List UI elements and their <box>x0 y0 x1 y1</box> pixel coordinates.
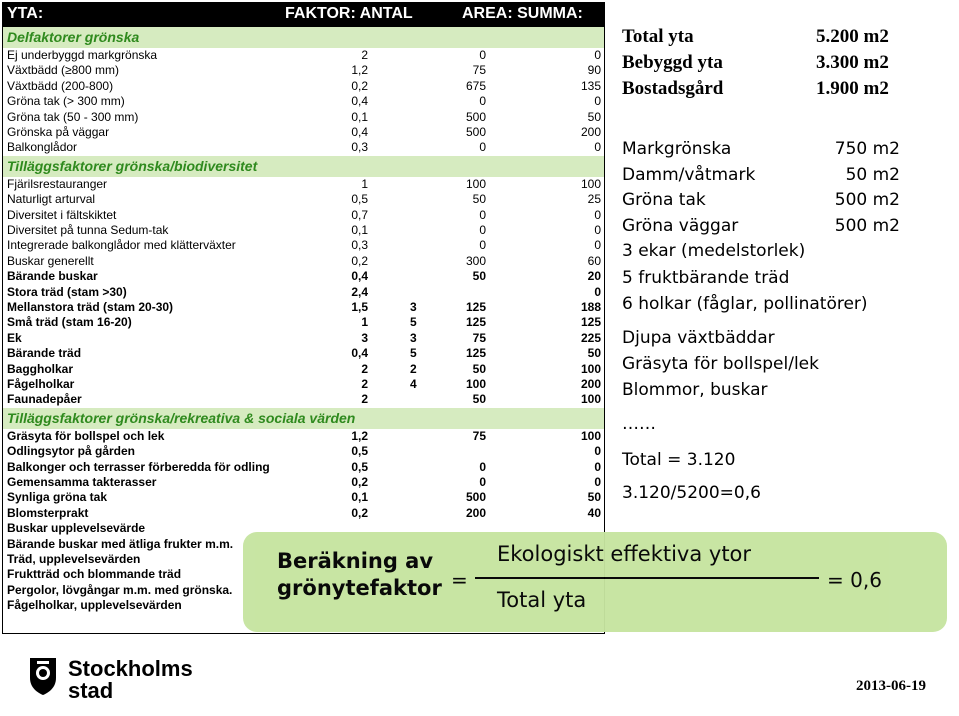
green-item-value: 50 m2 <box>845 165 900 185</box>
row-label: Blomsterprakt <box>7 505 89 520</box>
logo-line1: Stockholms <box>68 656 193 681</box>
sheet-header <box>3 3 604 27</box>
sum-cell: 225 <box>580 330 601 345</box>
row-label: Fruktträd och blommande träd <box>7 567 182 582</box>
factor-cell: 3 <box>361 330 368 345</box>
factor-cell: 0,2 <box>351 78 368 93</box>
sum-cell: 100 <box>580 176 601 191</box>
sum-cell: 25 <box>587 192 601 207</box>
sum-cell: 188 <box>580 300 601 314</box>
table-row <box>3 140 604 155</box>
sum-cell: 0 <box>594 140 601 155</box>
factor-cell: 1 <box>361 176 368 191</box>
area-cell: 0 <box>479 223 486 237</box>
row-label: Balkonger och terrasser förberedda för odling <box>7 459 270 474</box>
extra-item: 6 holkar (fåglar, pollinatörer) <box>622 294 868 314</box>
table-row <box>3 238 604 253</box>
sum-cell: 200 <box>580 125 601 139</box>
extra-item: Blommor, buskar <box>622 380 768 400</box>
area-cell: 50 <box>472 392 486 407</box>
sum-cell: 0 <box>594 207 601 222</box>
table-row <box>3 110 604 125</box>
row-label: Ek <box>7 330 22 345</box>
sum-cell: 0 <box>594 238 601 253</box>
row-label: Baggholkar <box>7 361 74 376</box>
built-area-value: 3.300 m2 <box>816 52 889 73</box>
area-cell: 125 <box>465 300 486 314</box>
table-row <box>3 208 604 223</box>
green-item-value: 500 m2 <box>834 190 900 210</box>
factor-cell: 2 <box>361 48 368 62</box>
count-cell: 5 <box>410 346 417 361</box>
count-cell: 2 <box>410 361 417 376</box>
formula-callout <box>243 532 947 632</box>
extra-item: 5 fruktbärande träd <box>622 268 790 288</box>
table-row <box>3 285 604 300</box>
factor-cell: 0,5 <box>351 192 368 207</box>
area-cell: 75 <box>472 63 486 78</box>
factor-cell: 0,2 <box>351 505 368 520</box>
table-row <box>3 460 604 475</box>
table-row <box>3 48 604 63</box>
sum-cell: 0 <box>594 444 601 459</box>
sum-cell: 40 <box>587 505 601 520</box>
green-item-label: Gröna tak <box>622 190 706 210</box>
logo-line2: stad <box>68 678 114 703</box>
factor-cell: 0,5 <box>351 444 368 459</box>
factor-cell: 0,4 <box>351 346 368 361</box>
sum-cell: 0 <box>594 475 601 489</box>
area-cell: 50 <box>472 269 486 284</box>
factor-cell: 2 <box>361 377 368 391</box>
table-row <box>3 125 604 140</box>
table-row <box>3 63 604 78</box>
category-label: Tilläggsfaktorer grönska/rekreativa & sociala värden <box>7 409 356 426</box>
table-row <box>3 475 604 490</box>
row-label: Växtbädd (≥800 mm) <box>7 63 119 78</box>
formula-numerator: Ekologiskt effektiva ytor <box>497 542 752 566</box>
crest-icon <box>28 656 58 696</box>
row-label: Integrerade balkonglådor med klätterväxter <box>7 238 236 253</box>
area-cell: 100 <box>465 176 486 191</box>
row-label: Mellanstora träd (stam 20-30) <box>7 300 174 314</box>
area-cell: 500 <box>465 490 486 505</box>
sum-cell: 50 <box>587 109 601 124</box>
factor-cell: 1 <box>361 315 368 330</box>
formula-equals: = <box>451 568 468 592</box>
factor-cell: 0,3 <box>351 238 368 253</box>
sum-cell: 60 <box>587 253 601 268</box>
table-row <box>3 94 604 109</box>
count-cell: 3 <box>410 330 417 345</box>
green-item-label: Damm/våtmark <box>622 165 756 185</box>
factor-cell: 1,2 <box>351 428 368 443</box>
table-row <box>3 223 604 238</box>
row-label: Synliga gröna tak <box>7 490 108 505</box>
table-row <box>3 490 604 505</box>
row-label: Stora träd (stam >30) <box>7 284 127 299</box>
factor-cell: 2 <box>361 361 368 376</box>
area-cell: 125 <box>465 315 486 330</box>
factor-cell: 0,4 <box>351 125 368 139</box>
extra-item: 3 ekar (medelstorlek) <box>622 241 806 261</box>
table-row <box>3 346 604 361</box>
sum-cell: 100 <box>580 361 601 376</box>
row-label: Gemensamma takterasser <box>7 475 157 489</box>
table-row <box>3 444 604 459</box>
formula-label <box>277 548 442 602</box>
row-label: Diversitet på tunna Sedum-tak <box>7 223 169 237</box>
green-item-label: Markgrönska <box>622 139 732 159</box>
factor-cell: 0,5 <box>351 459 368 474</box>
area-cell: 0 <box>479 48 486 62</box>
count-cell: 5 <box>410 315 417 330</box>
row-label: Balkonglådor <box>7 140 78 155</box>
sum-cell: 20 <box>587 269 601 284</box>
table-row <box>3 192 604 207</box>
sum-cell: 0 <box>594 459 601 474</box>
header-faktor-antal: FAKTOR: ANTAL <box>285 5 413 22</box>
table-row <box>3 362 604 377</box>
area-cell: 0 <box>479 207 486 222</box>
area-cell: 0 <box>479 459 486 474</box>
header-yta: YTA: <box>7 5 44 22</box>
yard-area-value: 1.900 m2 <box>816 78 889 99</box>
category-row <box>3 27 604 48</box>
total-calculation: Total = 3.120 <box>622 450 736 470</box>
factor-cell: 0,1 <box>351 109 368 124</box>
table-row <box>3 506 604 521</box>
row-label: Gröna tak (> 300 mm) <box>7 94 125 109</box>
area-cell: 200 <box>465 505 486 520</box>
category-label: Delfaktorer grönska <box>7 29 140 45</box>
formula-result: = 0,6 <box>827 568 882 592</box>
table-row <box>3 177 604 192</box>
row-label: Odlingsytor på gården <box>7 444 136 459</box>
row-label: Bärande buskar med ätliga frukter m.m. <box>7 536 234 551</box>
sum-cell: 0 <box>594 284 601 299</box>
sum-cell: 50 <box>587 346 601 361</box>
row-label: Faunadepåer <box>7 392 82 407</box>
formula-label-line2: grönytefaktor <box>277 576 442 600</box>
area-cell: 300 <box>465 253 486 268</box>
table-row <box>3 331 604 346</box>
stockholms-stad-logo <box>28 652 193 710</box>
row-label: Fjärilsrestauranger <box>7 176 108 191</box>
row-label: Gröna tak (50 - 300 mm) <box>7 109 139 124</box>
area-cell: 75 <box>472 428 486 443</box>
row-label: Pergolor, lövgångar m.m. med grönska. <box>7 582 233 597</box>
category-row <box>3 156 604 177</box>
area-cell: 0 <box>479 140 486 155</box>
row-label: Buskar upplevelsevärde <box>7 521 146 536</box>
factor-cell: 0,3 <box>351 140 368 155</box>
row-label: Buskar generellt <box>7 253 94 268</box>
ellipsis: …… <box>622 414 656 434</box>
table-row <box>3 254 604 269</box>
fraction-bar <box>475 577 819 579</box>
table-row <box>3 377 604 392</box>
row-label: Grönska på väggar <box>7 125 110 139</box>
logo-text <box>68 658 193 702</box>
count-cell: 4 <box>410 377 417 391</box>
total-area-label: Total yta <box>622 26 694 47</box>
row-label: Bärande buskar <box>7 269 98 284</box>
total-area-value: 5.200 m2 <box>816 26 889 47</box>
table-row <box>3 79 604 94</box>
row-label: Fågelholkar, upplevelsevärden <box>7 598 182 613</box>
extra-item: Djupa växtbäddar <box>622 328 775 348</box>
table-row <box>3 429 604 444</box>
sum-cell: 90 <box>587 63 601 78</box>
area-cell: 500 <box>465 109 486 124</box>
area-cell: 100 <box>465 377 486 391</box>
row-label: Växtbädd (200-800) <box>7 78 114 93</box>
factor-cell: 1,2 <box>351 63 368 78</box>
row-label: Naturligt arturval <box>7 192 96 207</box>
ratio-calculation: 3.120/5200=0,6 <box>622 483 761 503</box>
row-label: Fågelholkar <box>7 377 75 391</box>
sum-cell: 200 <box>580 377 601 391</box>
area-cell: 500 <box>465 125 486 139</box>
extra-item: Gräsyta för bollspel/lek <box>622 354 819 374</box>
green-item-value: 750 m2 <box>834 139 900 159</box>
factor-cell: 0,1 <box>351 223 368 237</box>
formula-label-line1: Beräkning av <box>277 549 434 573</box>
sum-cell: 100 <box>580 392 601 407</box>
area-cell: 50 <box>472 192 486 207</box>
area-cell: 125 <box>465 346 486 361</box>
table-row <box>3 300 604 315</box>
row-label: Bärande träd <box>7 346 82 361</box>
factor-cell: 0,4 <box>351 94 368 109</box>
built-area-label: Bebyggd yta <box>622 52 723 73</box>
count-cell: 3 <box>410 300 417 314</box>
factor-cell: 0,4 <box>351 269 368 284</box>
category-row <box>3 408 604 429</box>
area-cell: 50 <box>472 361 486 376</box>
sum-cell: 0 <box>594 223 601 237</box>
factor-cell: 0,1 <box>351 490 368 505</box>
row-label: Träd, upplevelsevärden <box>7 552 141 566</box>
formula-denominator: Total yta <box>497 588 587 612</box>
sum-cell: 50 <box>587 490 601 505</box>
factor-cell: 2 <box>361 392 368 407</box>
row-label: Små träd (stam 16-20) <box>7 315 132 330</box>
date-label: 2013-06-19 <box>856 678 926 694</box>
table-row <box>3 392 604 407</box>
row-label: Ej underbyggd markgrönska <box>7 48 158 62</box>
factor-cell: 0,7 <box>351 207 368 222</box>
factor-cell: 0,2 <box>351 475 368 489</box>
row-label: Diversitet i fältskiktet <box>7 207 117 222</box>
area-cell: 0 <box>479 475 486 489</box>
factor-cell: 2,4 <box>351 284 368 299</box>
area-cell: 0 <box>479 238 486 253</box>
factor-cell: 0,2 <box>351 253 368 268</box>
area-cell: 0 <box>479 94 486 109</box>
table-row <box>3 269 604 284</box>
sum-cell: 100 <box>580 428 601 443</box>
table-row <box>3 315 604 330</box>
row-label: Gräsyta för bollspel och lek <box>7 428 165 443</box>
sum-cell: 125 <box>580 315 601 330</box>
header-area-summa: AREA: SUMMA: <box>462 5 583 22</box>
category-label: Tilläggsfaktorer grönska/biodiversitet <box>7 157 258 174</box>
sum-cell: 135 <box>580 78 601 93</box>
area-cell: 75 <box>472 330 486 345</box>
factor-cell: 1,5 <box>351 300 368 314</box>
area-cell: 675 <box>465 78 486 93</box>
yard-area-label: Bostadsgård <box>622 78 724 99</box>
green-item-value: 500 m2 <box>834 216 900 236</box>
sum-cell: 0 <box>594 94 601 109</box>
green-item-label: Gröna väggar <box>622 216 739 236</box>
sum-cell: 0 <box>594 48 601 62</box>
